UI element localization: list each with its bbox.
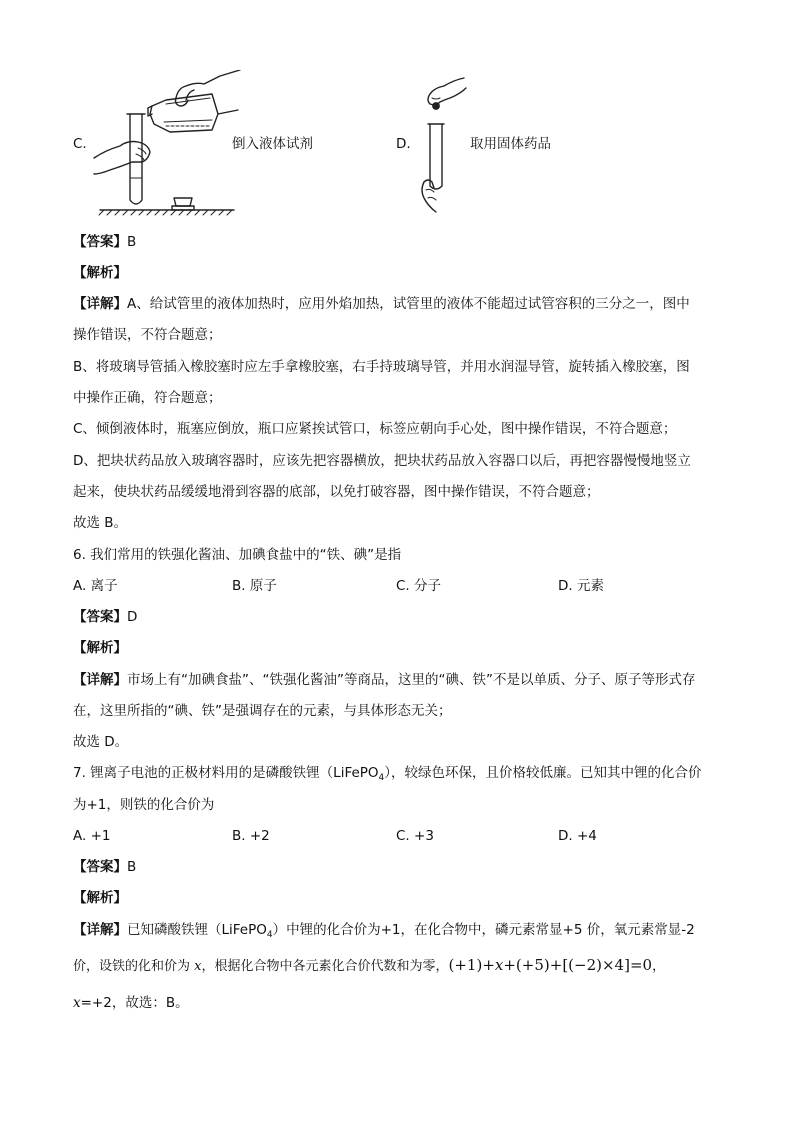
q5-detail-line-4: 中操作正确，符合题意； [73,390,222,406]
equation-variable: x [494,956,504,974]
analysis-tag: 【解析】 [73,265,127,281]
q5-answer-row [73,232,136,252]
option-d-caption: 取用固体药品 [470,136,551,152]
q6-question: 6. 我们常用的铁强化酱油、加碘食盐中的“铁、碘”是指 [73,547,402,563]
answer-tag: 【答案】 [73,234,127,250]
q5-detail-line-6: D、把块状药品放入玻璃容器时，应该先把容器横放，把块状药品放入容器口以后，再把容器慢慢地竖立 [73,453,691,469]
q7-option-c: C. +3 [396,828,434,844]
answer-tag: 【答案】 [73,859,127,875]
q7-detail-2-pre: 价，设铁的化和价为 [73,959,195,974]
option-c-caption: 倒入液体试剂 [232,136,313,152]
equation-part-2: +(+5)+ [503,956,563,974]
q6-option-d: D. 元素 [558,578,604,594]
equation-part-1: (+1)+ [448,956,495,974]
q6-conclusion: 故选 D。 [73,734,129,750]
q7-question-line-1 [73,763,702,783]
detail-tag: 【详解】 [73,922,127,938]
equation-end: ， [652,959,666,974]
analysis-tag: 【解析】 [73,890,127,906]
answer-value: B [127,859,137,875]
detail-tag: 【详解】 [73,672,127,688]
q6-detail-line-1 [73,670,695,690]
q6-answer-row [73,607,137,627]
analysis-tag: 【解析】 [73,640,127,656]
q7-question-sub: 4 [378,773,385,783]
q7-detail-line-1 [73,920,695,940]
q7-detail-2-mid: ，根据化合物中各元素化合价代数和为零， [201,959,449,974]
answer-tag: 【答案】 [73,609,127,625]
q5-detail-line-7: 起来，使块状药品缓缓地滑到容器的底部，以免打破容器，图中操作错误，不符合题意； [73,484,600,500]
detail-tag: 【详解】 [73,296,127,312]
q7-conclusion [73,993,189,1013]
answer-value: D [127,609,138,625]
q5-detail-text-1: A、给试管里的液体加热时，应用外焰加热，试管里的液体不能超过试管容积的三分之一，图中 [127,296,690,312]
q7-question-pre: 7. 锂离子电池的正极材料用的是磷酸铁锂（LiFePO [73,765,379,781]
option-c-letter: C. [73,136,87,152]
q5-detail-line-2: 操作错误，不符合题意； [73,327,222,343]
q5-conclusion: 故选 B。 [73,515,128,531]
q6-option-b: B. 原子 [232,578,277,594]
answer-value: B [127,234,137,250]
q7-answer-row [73,857,136,877]
pour-liquid-illustration [92,70,242,216]
q7-detail-post: ）中锂的化合价为+1，在化合物中，磷元素常显+5 价，氧元素常显-2 [272,922,695,938]
q7-question-post: ），较绿色环保，且价格较低廉。已知其中锂的化合价 [384,765,702,781]
q5-detail-line-5: C、倾倒液体时，瓶塞应倒放，瓶口应紧挨试管口，标签应朝向手心处，图中操作错误，不符合题意； [73,421,677,437]
variable-x: x [194,959,202,974]
equation-part-3: [(−2)×4]=0 [562,956,653,974]
q6-option-a: A. 离子 [73,578,118,594]
q7-detail-line-2 [73,955,665,977]
variable-x: x [73,995,81,1011]
q6-detail-text-1: 市场上有“加碘食盐”、“铁强化酱油”等商品，这里的“碘、铁”不是以单质、分子、原子等形式存 [127,672,696,688]
q7-detail-pre: 已知磷酸铁锂（LiFePO [127,922,267,938]
equation [449,956,653,974]
q7-option-a: A. +1 [73,828,111,844]
q7-option-b: B. +2 [232,828,270,844]
q7-detail-sub: 4 [266,930,273,940]
q6-option-c: C. 分子 [396,578,442,594]
option-d-letter: D. [396,136,411,152]
q7-conclusion-text: =+2，故选：B。 [80,995,189,1011]
q5-detail-line-1 [73,294,690,314]
q7-option-d: D. +4 [558,828,597,844]
q6-detail-line-2: 在，这里所指的“碘、铁”是强调存在的元素，与具体形态无关； [73,703,452,719]
q5-detail-line-3: B、将玻璃导管插入橡胶塞时应左手拿橡胶塞，右手持玻璃导管，并用水润湿导管，旋转插入橡胶塞，图 [73,359,690,375]
q7-question-line-2: 为+1，则铁的化合价为 [73,797,215,813]
solid-reagent-illustration [414,74,474,214]
